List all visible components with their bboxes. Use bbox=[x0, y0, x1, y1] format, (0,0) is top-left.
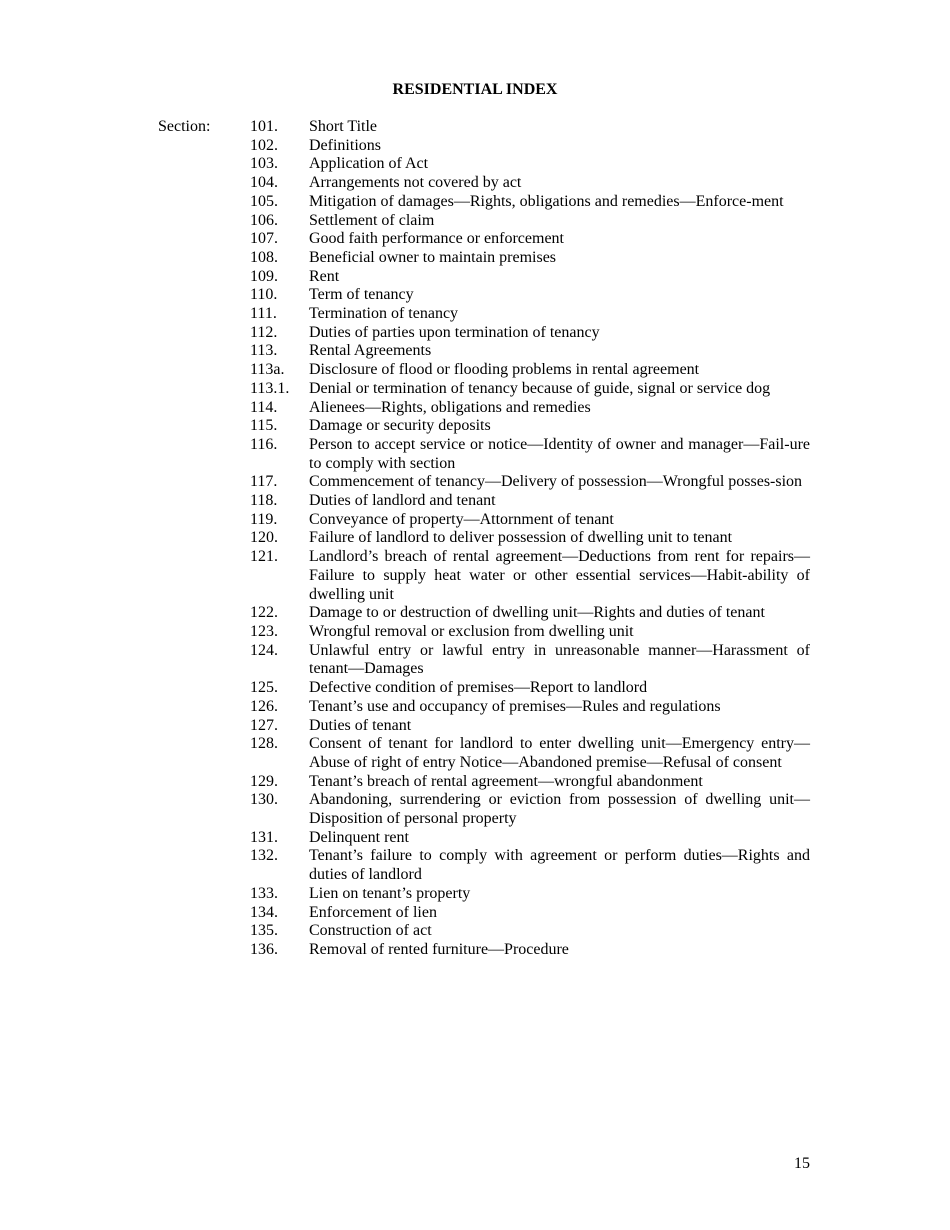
section-title: Term of tenancy bbox=[309, 286, 414, 304]
index-entry bbox=[250, 904, 810, 923]
index-entry bbox=[250, 679, 810, 698]
section-number: 117. bbox=[250, 473, 278, 491]
section-title: Termination of tenancy bbox=[309, 305, 459, 323]
section-title: Denial or termination of tenancy because of guide, signal or service dog bbox=[309, 379, 771, 397]
index-entry bbox=[250, 941, 810, 960]
section-number: 121. bbox=[250, 548, 278, 566]
section-title: Commencement of tenancy—Delivery of possession—Wrongful posses-sion bbox=[309, 473, 803, 491]
page-title: RESIDENTIAL INDEX bbox=[392, 81, 558, 98]
index-entry bbox=[250, 604, 810, 623]
section-number: 127. bbox=[250, 716, 278, 734]
section-number: 105. bbox=[250, 192, 278, 210]
section-title: Removal of rented furniture—Procedure bbox=[309, 940, 569, 958]
index-entry bbox=[250, 773, 810, 792]
index-entry bbox=[250, 922, 810, 941]
section-title: Rent bbox=[309, 267, 340, 285]
section-title: Disclosure of flood or flooding problems in rental agreement bbox=[309, 361, 700, 379]
section-title: Settlement of claim bbox=[309, 211, 435, 229]
index-entry bbox=[250, 342, 810, 361]
section-number: 111. bbox=[250, 305, 277, 323]
section-title: Alienees—Rights, obligations and remedies bbox=[309, 398, 591, 416]
section-number: 124. bbox=[250, 641, 278, 659]
section-number: 113. bbox=[250, 342, 278, 360]
section-title: Tenant’s failure to comply with agreement or perform duties—Rights and duties of landlord bbox=[309, 847, 810, 884]
section-title: Unlawful entry or lawful entry in unreasonable manner—Harassment of tenant—Damages bbox=[309, 641, 810, 678]
section-number: 116. bbox=[250, 435, 278, 453]
index-entry bbox=[250, 193, 810, 212]
section-number: 119. bbox=[250, 510, 278, 528]
index-entry bbox=[250, 623, 810, 642]
section-number: 101. bbox=[250, 118, 278, 135]
section-number: 106. bbox=[250, 211, 278, 229]
section-number: 102. bbox=[250, 136, 278, 154]
index-entry bbox=[250, 305, 810, 324]
section-number: 118. bbox=[250, 492, 278, 510]
index-list bbox=[250, 118, 810, 960]
section-number: 133. bbox=[250, 884, 278, 902]
index-entry bbox=[250, 717, 810, 736]
section-title: Tenant’s breach of rental agreement—wrongful abandonment bbox=[309, 772, 703, 790]
index-entry bbox=[250, 155, 810, 174]
section-number: 113a. bbox=[250, 361, 285, 379]
section-number: 103. bbox=[250, 155, 278, 173]
page-number: 15 bbox=[794, 1155, 810, 1172]
index-entry bbox=[250, 529, 810, 548]
section-number: 107. bbox=[250, 230, 278, 248]
index-entry bbox=[250, 361, 810, 380]
index-entry bbox=[250, 436, 810, 473]
section-title: Rental Agreements bbox=[309, 342, 432, 360]
section-title: Enforcement of lien bbox=[309, 903, 437, 921]
section-number: 132. bbox=[250, 847, 278, 865]
section-title: Wrongful removal or exclusion from dwelling unit bbox=[309, 622, 634, 640]
section-number: 136. bbox=[250, 940, 278, 958]
section-number: 125. bbox=[250, 679, 278, 697]
section-number: 104. bbox=[250, 174, 278, 192]
index-entry bbox=[250, 417, 810, 436]
section-title: Tenant’s use and occupancy of premises—Rules and regulations bbox=[309, 697, 721, 715]
index-entry bbox=[250, 230, 810, 249]
section-number: 135. bbox=[250, 922, 278, 940]
index-entry bbox=[250, 137, 810, 156]
index-entry bbox=[250, 174, 810, 193]
section-title: Duties of tenant bbox=[309, 716, 412, 734]
index-entry bbox=[250, 829, 810, 848]
section-number: 120. bbox=[250, 529, 278, 547]
index-entry bbox=[250, 473, 810, 492]
section-number: 112. bbox=[250, 323, 278, 341]
section-title: Good faith performance or enforcement bbox=[309, 230, 564, 248]
section-title: Failure of landlord to deliver possession of dwelling unit to tenant bbox=[309, 529, 733, 547]
index-entry bbox=[250, 698, 810, 717]
section-title: Landlord’s breach of rental agreement—Deductions from rent for repairs—Failure to supply heat water or other essential services—Habit-ability of dwelling unit bbox=[309, 548, 810, 603]
section-number: 123. bbox=[250, 622, 278, 640]
index-entry bbox=[250, 791, 810, 828]
section-title: Consent of tenant for landlord to enter dwelling unit—Emergency entry—Abuse of right of entry Notice—Abandoned premise—Refusal of consent bbox=[309, 735, 810, 771]
index-entry bbox=[250, 268, 810, 287]
section-number: 131. bbox=[250, 828, 278, 846]
section-title: Duties of parties upon termination of tenancy bbox=[309, 323, 600, 341]
section-title: Damage to or destruction of dwelling unit—Rights and duties of tenant bbox=[309, 604, 765, 622]
index-entry bbox=[250, 118, 810, 137]
index-entry bbox=[250, 847, 810, 884]
index-entry bbox=[250, 249, 810, 268]
section-number: 109. bbox=[250, 267, 278, 285]
index-entry bbox=[250, 212, 810, 231]
index-entry bbox=[250, 642, 810, 679]
section-title: Duties of landlord and tenant bbox=[309, 492, 496, 510]
section-number: 113.1. bbox=[250, 379, 290, 397]
index-entry bbox=[250, 380, 810, 399]
section-title: Mitigation of damages—Rights, obligations and remedies—Enforce-ment bbox=[309, 192, 784, 210]
section-title: Person to accept service or notice—Identity of owner and manager—Fail-ure to comply with section bbox=[309, 435, 810, 472]
section-number: 130. bbox=[250, 791, 278, 809]
section-number: 122. bbox=[250, 604, 278, 622]
index-entry bbox=[250, 735, 810, 772]
section-title: Definitions bbox=[309, 136, 381, 154]
section-number: 114. bbox=[250, 398, 278, 416]
section-title: Defective condition of premises—Report to landlord bbox=[309, 679, 648, 697]
section-number: 108. bbox=[250, 248, 278, 266]
index-entry bbox=[250, 548, 810, 604]
section-number: 129. bbox=[250, 772, 278, 790]
section-number: 115. bbox=[250, 417, 278, 435]
section-title: Construction of act bbox=[309, 922, 432, 940]
section-title: Abandoning, surrendering or eviction from possession of dwelling unit—Disposition of personal property bbox=[309, 791, 810, 828]
section-title: Short Title bbox=[309, 118, 378, 135]
section-title: Application of Act bbox=[309, 155, 429, 173]
section-label: Section: bbox=[158, 118, 211, 135]
section-number: 110. bbox=[250, 286, 278, 304]
section-title: Conveyance of property—Attornment of tenant bbox=[309, 510, 614, 528]
section-title: Damage or security deposits bbox=[309, 417, 491, 435]
index-entry bbox=[250, 286, 810, 305]
section-number: 134. bbox=[250, 903, 278, 921]
index-entry bbox=[250, 324, 810, 343]
index-entry bbox=[250, 885, 810, 904]
index-entry bbox=[250, 492, 810, 511]
section-title: Arrangements not covered by act bbox=[309, 174, 522, 192]
section-title: Beneficial owner to maintain premises bbox=[309, 248, 557, 266]
index-entry bbox=[250, 399, 810, 418]
section-title: Lien on tenant’s property bbox=[309, 884, 471, 902]
index-entry bbox=[250, 511, 810, 530]
section-number: 126. bbox=[250, 697, 278, 715]
section-number: 128. bbox=[250, 735, 278, 753]
section-title: Delinquent rent bbox=[309, 828, 409, 846]
